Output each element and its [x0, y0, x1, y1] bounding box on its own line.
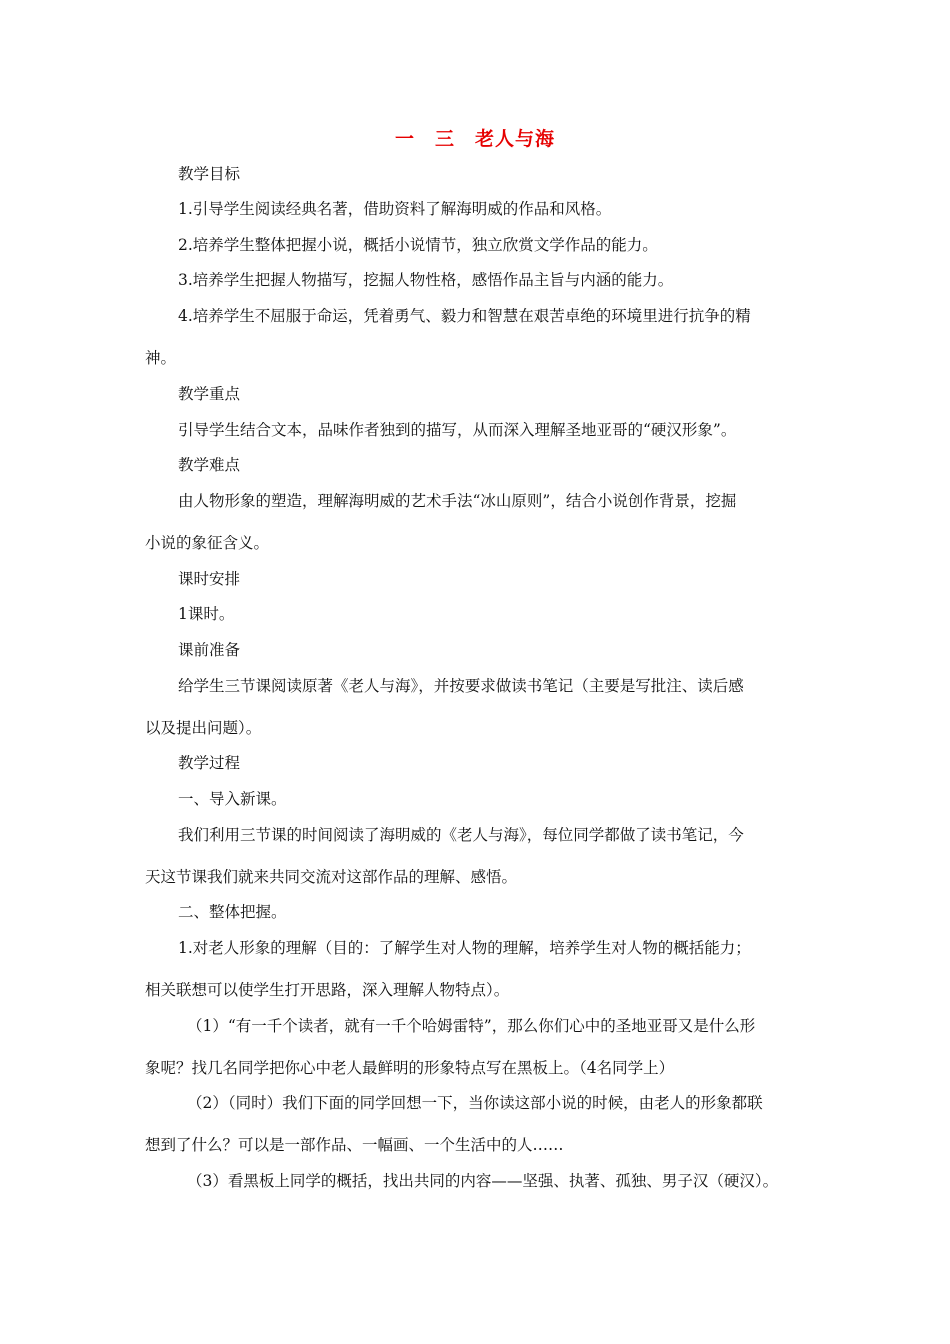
- goal-item-1: 1.引导学生阅读经典名著，借助资料了解海明威的作品和风格。: [178, 200, 612, 218]
- sub-item-3: （3）看黑板上同学的概括，找出共同的内容——坚强、执著、孤独、男子汉（硬汉）。: [187, 1172, 779, 1190]
- page-title: 一 三 老人与海: [394, 128, 555, 150]
- heading-difficulties: 教学难点: [178, 456, 241, 474]
- intro-text: 我们利用三节课的时间阅读了海明威的《老人与海》，每位同学都做了读书笔记，今: [178, 826, 744, 844]
- heading-process: 教学过程: [178, 754, 241, 772]
- intro-text-continued: 天这节课我们就来共同交流对这部作品的理解、感悟。: [145, 868, 518, 886]
- heading-teaching-goals: 教学目标: [178, 165, 241, 183]
- difficulties-text-continued: 小说的象征含义。: [145, 534, 270, 552]
- sub-item-2: （2）（同时）我们下面的同学回想一下，当你读这部小说的时候，由老人的形象都联: [187, 1094, 763, 1112]
- key-points-text: 引导学生结合文本，品味作者独到的描写，从而深入理解圣地亚哥的“硬汉形象”。: [178, 421, 737, 439]
- heading-schedule: 课时安排: [178, 570, 241, 588]
- sub-item-1-continued: 象呢？找几名同学把你心中老人最鲜明的形象特点写在黑板上。（4名同学上）: [145, 1059, 675, 1077]
- heading-key-points: 教学重点: [178, 385, 241, 403]
- difficulties-text: 由人物形象的塑造，理解海明威的艺术手法“冰山原则”，结合小说创作背景，挖掘: [178, 492, 737, 510]
- goal-item-4-continued: 神。: [145, 349, 177, 367]
- section-intro-heading: 一、导入新课。: [178, 790, 287, 808]
- goal-item-4: 4.培养学生不屈服于命运，凭着勇气、毅力和智慧在艰苦卓绝的环境里进行抗争的精: [178, 307, 751, 325]
- overview-item-1: 1.对老人形象的理解（目的：了解学生对人物的理解，培养学生对人物的概括能力；: [178, 939, 751, 957]
- section-overview-heading: 二、整体把握。: [178, 903, 287, 921]
- goal-item-2: 2.培养学生整体把握小说，概括小说情节，独立欣赏文学作品的能力。: [178, 236, 658, 254]
- goal-item-3: 3.培养学生把握人物描写，挖掘人物性格，感悟作品主旨与内涵的能力。: [178, 271, 674, 289]
- heading-preparation: 课前准备: [178, 641, 241, 659]
- sub-item-2-continued: 想到了什么？可以是一部作品、一幅画、一个生活中的人……: [145, 1136, 564, 1154]
- schedule-text: 1课时。: [178, 605, 235, 623]
- preparation-text: 给学生三节课阅读原著《老人与海》，并按要求做读书笔记（主要是写批注、读后感: [178, 677, 744, 695]
- preparation-text-continued: 以及提出问题）。: [145, 719, 262, 737]
- overview-item-1-continued: 相关联想可以使学生打开思路，深入理解人物特点）。: [145, 981, 510, 999]
- sub-item-1: （1）“有一千个读者，就有一千个哈姆雷特”，那么你们心中的圣地亚哥又是什么形: [187, 1017, 756, 1035]
